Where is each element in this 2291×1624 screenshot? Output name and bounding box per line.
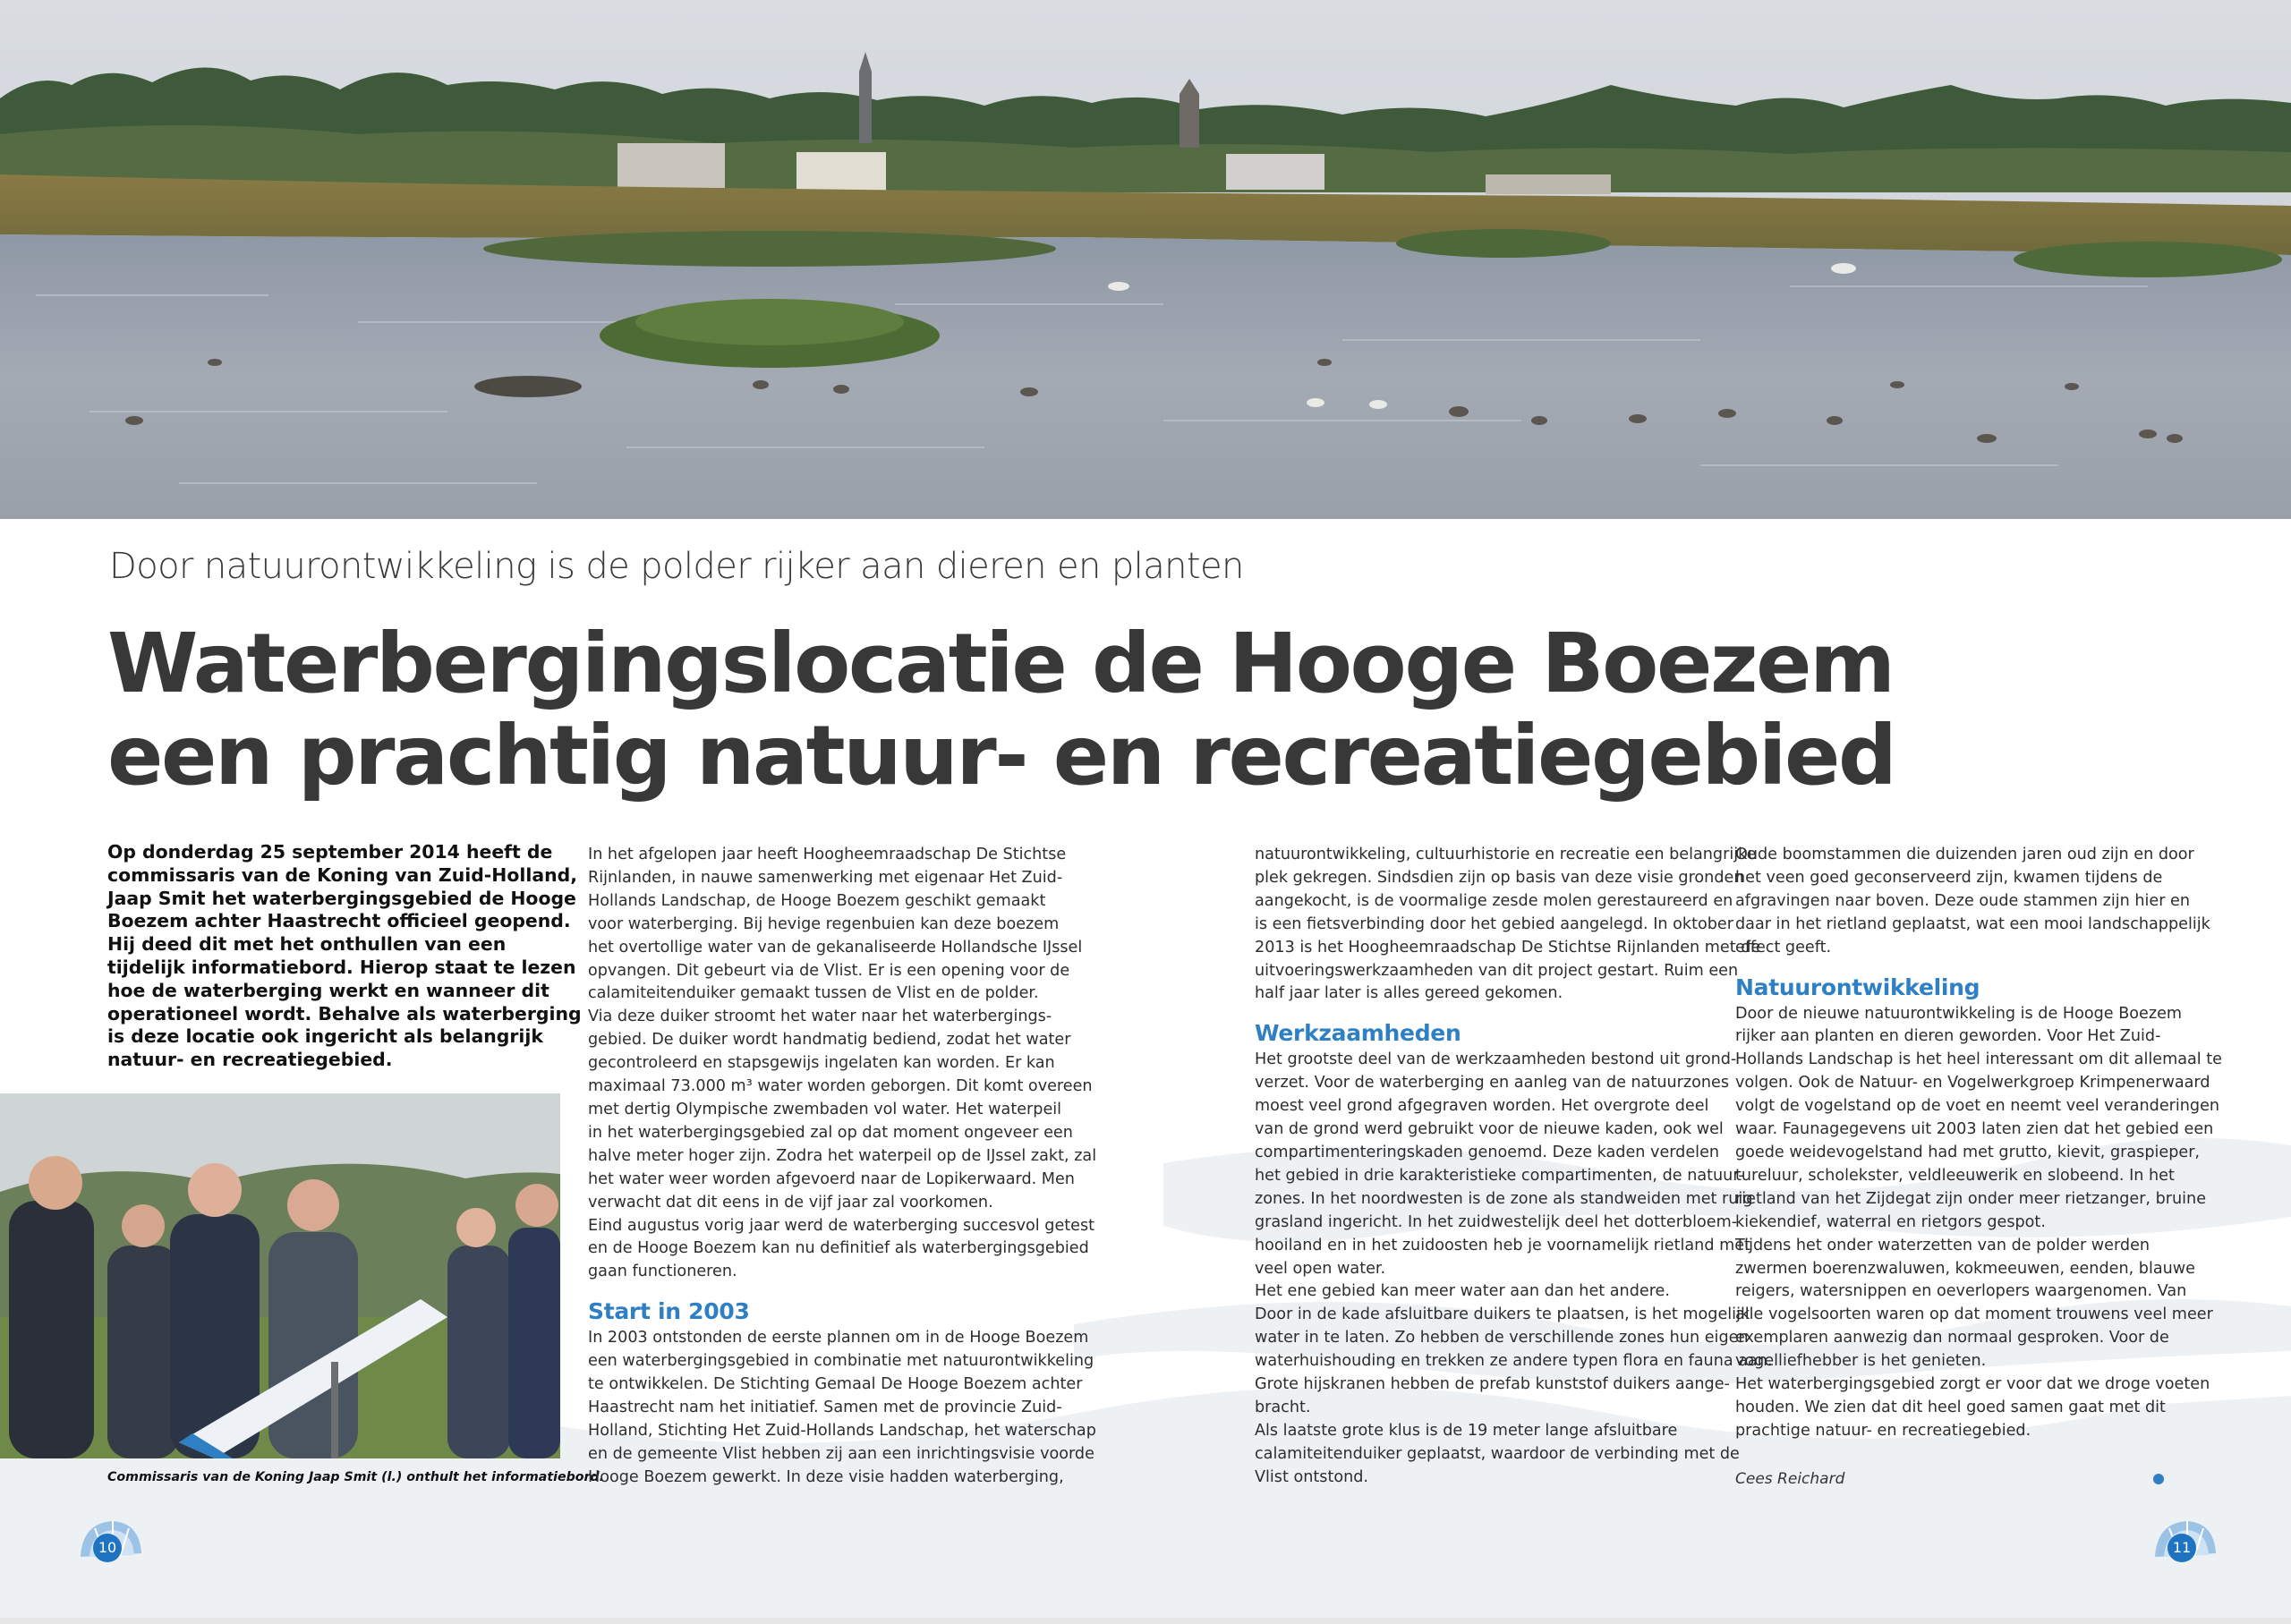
photo-caption: Commissaris van de Koning Jaap Smit (l.) onthult het informatiebord. <box>107 1470 605 1484</box>
text-line: zwermen boerenzwaluwen, kokmeeuwen, eenden, blauwe <box>1735 1259 2195 1278</box>
headline-line-1: Waterbergingslocatie de Hooge Boezem <box>107 616 1894 711</box>
hero-photo <box>0 0 2291 519</box>
unveiling-photo <box>0 1093 560 1458</box>
text-line: Het ene gebied kan meer water aan dan het andere. <box>1255 1282 1670 1301</box>
text-line: vogelliefhebber is het genieten. <box>1735 1352 1987 1371</box>
text-line: voor waterberging. Bij hevige regenbuien kan deze boezem <box>588 914 1060 933</box>
intro-line: Jaap Smit het waterbergingsgebied de Hooge <box>107 887 576 909</box>
section-heading-start-2003: Start in 2003 <box>588 1298 750 1325</box>
people-with-infoboard-image <box>0 1093 560 1458</box>
intro-line: Hij deed dit met het onthullen van een <box>107 933 507 956</box>
page-number-left <box>73 1514 145 1568</box>
text-line: Holland, Stichting Het Zuid-Hollands Landschap, het waterschap <box>588 1421 1096 1440</box>
text-line: verwacht dat dit eens in de vijf jaar zal voorkomen. <box>588 1193 993 1212</box>
text-line: grasland ingericht. In het zuidwestelijk deel het dotterbloem- <box>1255 1212 1738 1231</box>
intro-line: Op donderdag 25 september 2014 heeft de <box>107 841 553 863</box>
text-line: goede weidevogelstand had met grutto, kievit, graspieper, <box>1735 1143 2201 1161</box>
text-line: reigers, watersnippen en oeverlopers waargenomen. Van <box>1735 1282 2187 1301</box>
text-line: kiekendief, waterral en rietgors gespot. <box>1735 1212 2046 1231</box>
text-line: compartimenteringskaden genoemd. Deze kaden verdelen <box>1255 1143 1720 1161</box>
text-line: Via deze duiker stroomt het water naar het waterbergings- <box>588 1008 1052 1026</box>
text-line: Eind augustus vorig jaar werd de waterberging succesvol getest <box>588 1216 1095 1235</box>
text-line: daar in het rietland geplaatst, wat een mooi landschappelijk <box>1735 914 2210 933</box>
intro-line: natuur- en recreatiegebied. <box>107 1049 393 1071</box>
intro-line: operationeel wordt. Behalve als waterberging <box>107 1002 582 1025</box>
text-line: moest veel grond afgegraven worden. Het overgrote deel <box>1255 1097 1709 1116</box>
text-line: Als laatste grote klus is de 19 meter lange afsluitbare <box>1255 1421 1678 1440</box>
text-line: aangekocht, is de voormalige zesde molen gerestaureerd en <box>1255 891 1733 910</box>
text-line: natuurontwikkeling, cultuurhistorie en recreatie een belangrijke <box>1255 846 1757 863</box>
article-column-1 <box>588 844 1096 1490</box>
text-line: calamiteitenduiker gemaakt tussen de Vlist en de polder. <box>588 984 1039 1003</box>
text-line: Het waterbergingsgebied zorgt er voor dat we droge voeten <box>1735 1375 2210 1394</box>
text-line: uitvoeringswerkzaamheden van dit project gestart. Ruim een <box>1255 961 1739 980</box>
text-line: effect geeft. <box>1735 938 1832 957</box>
text-line: een waterbergingsgebied in combinatie met natuurontwikkeling <box>588 1352 1094 1371</box>
text-line: zones. In het noordwesten is de zone als standweiden met ruig <box>1255 1189 1753 1208</box>
text-line: exemplaren aanwezig dan normaal gesproken. Voor de <box>1735 1329 2169 1348</box>
intro-line: Boezem achter Haastrecht officieel geopend. <box>107 910 571 932</box>
text-line: het veen goed geconserveerd zijn, kwamen tijdens de <box>1735 868 2163 887</box>
text-line: half jaar later is alles gereed gekomen. <box>1255 984 1563 1003</box>
text-line: In het afgelopen jaar heeft Hoogheemraadschap De Stichtse <box>588 846 1067 863</box>
text-line: tureluur, scholekster, veldleeuwerik en slobeend. In het <box>1735 1166 2175 1185</box>
intro-paragraph <box>107 841 582 1072</box>
text-line: gebied. De duiker wordt handmatig bediend, zodat het water <box>588 1031 1071 1050</box>
text-line: plek gekregen. Sindsdien zijn op basis van deze visie gronden <box>1255 868 1744 887</box>
text-line: is een fietsverbinding door het gebied aangelegd. In oktober <box>1255 914 1733 933</box>
headline-line-2: een prachtig natuur- en recreatiegebied <box>107 708 1895 803</box>
intro-line: hoe de waterberging werkt en wanneer dit <box>107 979 549 1001</box>
text-line: rijker aan planten en dieren geworden. Voor Het Zuid- <box>1735 1027 2161 1046</box>
section-heading-natuurontwikkeling: Natuurontwikkeling <box>1735 974 1980 1000</box>
text-line: volgen. Ook de Natuur- en Vogelwerkgroep Krimpenerwaard <box>1735 1074 2210 1093</box>
text-line: halve meter hoger zijn. Zodra het waterpeil op de IJssel zakt, zal <box>588 1146 1097 1165</box>
text-line: hooiland en in het zuidoosten heb je voornamelijk rietland met <box>1255 1236 1750 1254</box>
article-end-dot <box>2153 1474 2164 1484</box>
text-line: volgt de vogelstand op de voet en neemt veel veranderingen <box>1735 1097 2220 1116</box>
text-line: alle vogelsoorten waren op dat moment trouwens veel meer <box>1735 1305 2213 1324</box>
text-line: waterhuishouding en trekken ze andere typen flora en fauna aan. <box>1255 1352 1773 1371</box>
text-line: verzet. Voor de waterberging en aanleg van de natuurzones <box>1255 1074 1730 1093</box>
page-number-label: 11 <box>2168 1534 2196 1562</box>
text-line: en de Hooge Boezem kan nu definitief als waterbergingsgebied <box>588 1239 1089 1258</box>
text-line: maximaal 73.000 m³ water worden geborgen. Dit komt overeen <box>588 1077 1093 1096</box>
page-number-label: 10 <box>93 1534 122 1562</box>
text-line: Rijnlanden, in nauwe samenwerking met eigenaar Het Zuid- <box>588 868 1063 887</box>
text-line: het gebied in drie karakteristieke compartimenten, de natuur- <box>1255 1166 1744 1185</box>
intro-line: tijdelijk informatiebord. Hierop staat te lezen <box>107 956 576 978</box>
text-line: water in te laten. Zo hebben de verschillende zones hun eigen <box>1255 1329 1749 1348</box>
text-line: Door de nieuwe natuurontwikkeling is de Hooge Boezem <box>1735 1004 2183 1023</box>
bottom-edge <box>0 1618 2291 1624</box>
text-line: houden. We zien dat dit heel goed samen gaat met dit <box>1735 1398 2166 1416</box>
text-line: rietland van het Zijdegat zijn onder meer rietzanger, bruine <box>1735 1189 2207 1208</box>
kicker-subtitle: Door natuurontwikkeling is de polder rijker aan dieren en planten <box>109 546 1244 587</box>
text-line: met dertig Olympische zwembaden vol water. Het waterpeil <box>588 1100 1062 1118</box>
text-line: het overtollige water van de gekanaliseerde Hollandsche IJssel <box>588 938 1083 957</box>
text-line: Vlist ontstond. <box>1255 1467 1369 1486</box>
text-line: van de grond werd gebruikt voor de nieuwe kaden, ook wel <box>1255 1120 1724 1139</box>
text-line: Hooge Boezem gewerkt. In deze visie hadden waterberging, <box>588 1467 1064 1486</box>
text-line: bracht. <box>1255 1398 1311 1416</box>
intro-line: is deze locatie ook ingericht als belangrijk <box>107 1025 543 1048</box>
lake-landscape-image <box>0 0 2291 519</box>
text-line: in het waterbergingsgebied zal op dat moment ongeveer een <box>588 1123 1073 1142</box>
text-line: te ontwikkelen. De Stichting Gemaal De Hooge Boezem achter <box>588 1375 1083 1394</box>
text-line: Tijdens het onder waterzetten van de polder werden <box>1735 1236 2150 1254</box>
text-line: In 2003 ontstonden de eerste plannen om in de Hooge Boezem <box>588 1329 1089 1348</box>
text-line: Hollands Landschap, de Hooge Boezem geschikt gemaakt <box>588 891 1046 910</box>
text-line: 2013 is het Hoogheemraadschap De Stichtse Rijnlanden met de <box>1255 938 1761 957</box>
text-line: het water weer worden afgevoerd naar de Lopikerwaard. Men <box>588 1169 1075 1188</box>
intro-line: commissaris van de Koning van Zuid-Holland, <box>107 863 577 886</box>
section-heading-werkzaamheden: Werkzaamheden <box>1255 1020 1461 1047</box>
text-line: Grote hijskranen hebben de prefab kunststof duikers aange- <box>1255 1375 1730 1394</box>
author-byline: Cees Reichard <box>1735 1470 1845 1488</box>
text-line: afgravingen naar boven. Deze oude stammen zijn hier en <box>1735 891 2191 910</box>
text-line: veel open water. <box>1255 1259 1386 1278</box>
text-line: en de gemeente Vlist hebben zij aan een inrichtingsvisie voorde <box>588 1444 1094 1463</box>
text-line: prachtige natuur- en recreatiegebied. <box>1735 1421 2031 1440</box>
text-line: calamiteitenduiker geplaatst, waardoor de verbinding met de <box>1255 1444 1740 1463</box>
headline <box>107 617 2166 802</box>
text-line: Door in de kade afsluitbare duikers te plaatsen, is het mogelijk <box>1255 1305 1750 1324</box>
text-line: Hollands Landschap is het heel interessant om dit allemaal te <box>1735 1050 2222 1069</box>
text-line: gaan functioneren. <box>588 1263 737 1281</box>
text-line: Oude boomstammen die duizenden jaren oud zijn en door <box>1735 846 2194 863</box>
text-line: gecontroleerd en stapsgewijs ingelaten kan worden. Er kan <box>588 1054 1055 1073</box>
text-line: Haastrecht nam het initiatief. Samen met de provincie Zuid- <box>588 1398 1062 1416</box>
article-column-2 <box>1255 844 1773 1490</box>
text-line: waar. Faunagegevens uit 2003 laten zien dat het gebied een <box>1735 1120 2214 1139</box>
text-line: Het grootste deel van de werkzaamheden bestond uit grond- <box>1255 1050 1737 1069</box>
text-line: opvangen. Dit gebeurt via de Vlist. Er is een opening voor de <box>588 961 1070 980</box>
article-column-3 <box>1735 844 2222 1443</box>
page-number-right <box>2148 1514 2219 1568</box>
